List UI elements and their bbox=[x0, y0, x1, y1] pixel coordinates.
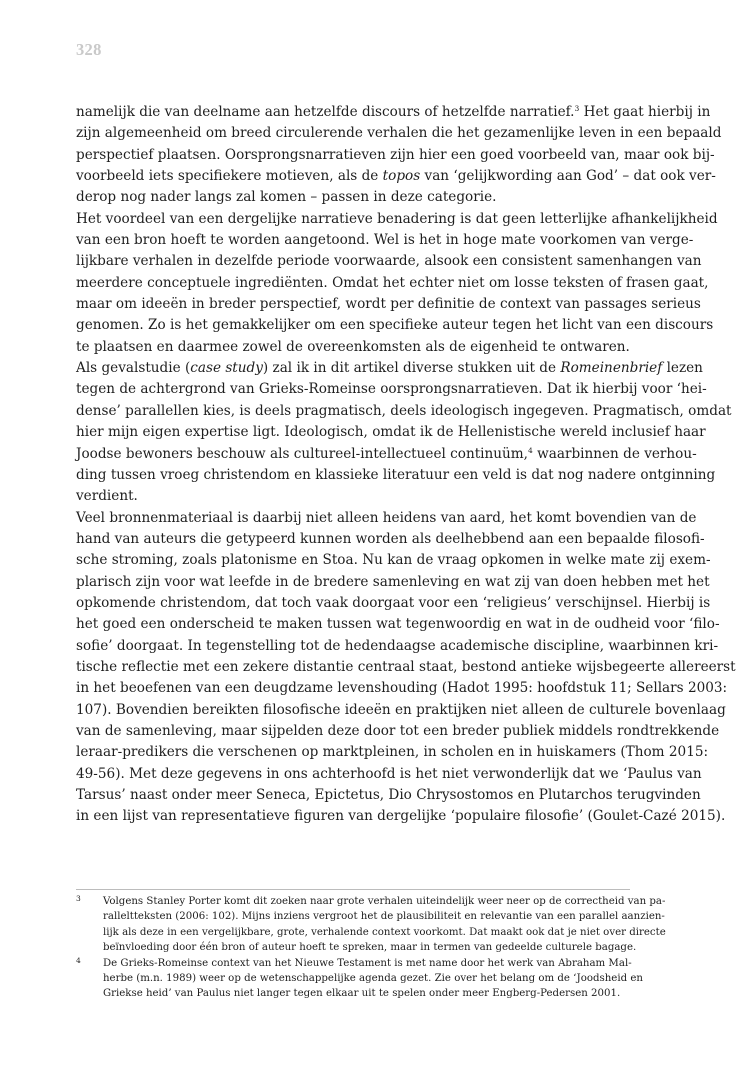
footnotes bbox=[76, 894, 666, 1002]
footnote-line: beïnvloeding door één bron of auteur hoeft te spreken, maar in termen van gedeelde culturele bagage. bbox=[103, 942, 637, 954]
text-run: Het voordeel van een dergelijke narratieve benadering is dat geen letterlijke afhankelijkheid bbox=[76, 210, 718, 227]
text-line bbox=[76, 187, 634, 208]
text-line bbox=[76, 337, 634, 358]
footnote-line: Griekse heid’ van Paulus niet langer tegen elkaar uit te spelen onder meer Engberg-Pedersen 2001. bbox=[103, 988, 621, 1000]
text-run: 49-56). Met deze gegevens in ons achterhoofd is het niet verwonderlijk dat we ‘Paulus van bbox=[76, 765, 702, 782]
text-line bbox=[76, 230, 694, 251]
text-run: derop nog nader langs zal komen – passen in deze categorie. bbox=[76, 189, 497, 206]
text-run: Als gevalstudie ( bbox=[76, 360, 191, 377]
text-line bbox=[76, 422, 706, 443]
text-line bbox=[76, 785, 701, 806]
text-line bbox=[76, 465, 716, 486]
paragraph bbox=[76, 102, 722, 209]
text-run: van ‘gelijkwording aan God’ – dat ook ver- bbox=[420, 168, 716, 185]
text-run: 107). Bovendien bereikten filosofische ideeën en praktijken niet alleen de culturele bovenlaag bbox=[76, 701, 726, 718]
footnote bbox=[76, 894, 666, 956]
text-line bbox=[76, 764, 702, 785]
footnote-reference: 3 bbox=[574, 104, 580, 113]
text-run: hier mijn eigen expertise ligt. Ideologisch, omdat ik de Hellenistische wereld inclusief haar bbox=[76, 424, 706, 441]
text-run: maar om ideeën in breder perspectief, wordt per definitie de context van passages serieus bbox=[76, 296, 701, 313]
text-run: Het gaat hierbij in bbox=[579, 104, 711, 120]
text-run: lijkbare verhalen in dezelfde periode voorwaarde, alsook een consistent samenhangen van bbox=[76, 253, 702, 270]
text-run: perspectief plaatsen. Oorsprongsnarratieven zijn hier een goed voorbeeld van, maar ook bij- bbox=[76, 146, 715, 163]
text-run: opkomende christendom, dat toch vaak doorgaat voor een ‘religieus’ verschijnsel. Hierbij is bbox=[76, 594, 711, 611]
text-run: het goed een onderscheid te maken tussen wat tegenwoordig en wat in de oudheid voor ‘filo- bbox=[76, 616, 720, 633]
text-run: van een bron hoeft te worden aangetoond. Wel is het in hoge mate voorkomen van verge- bbox=[76, 232, 694, 249]
text-run: sofie’ doorgaat. In tegenstelling tot de hedendaagse academische discipline, waarbinnen kri- bbox=[76, 637, 719, 654]
text-line bbox=[76, 550, 711, 571]
text-line bbox=[76, 614, 720, 635]
paragraph bbox=[76, 209, 718, 358]
text-line bbox=[76, 486, 634, 507]
text-run: waarbinnen de verhou- bbox=[532, 445, 697, 462]
text-run: voorbeeld iets specifiekere motieven, als de bbox=[76, 168, 383, 185]
text-line bbox=[76, 657, 736, 678]
text-line bbox=[76, 379, 707, 400]
text-run: verdient. bbox=[76, 488, 138, 505]
text-line bbox=[76, 123, 722, 144]
text-run: dense’ parallellen kies, is deels pragmatisch, deels ideologisch ingegeven. Pragmatisch, omdat bbox=[76, 402, 732, 419]
text-line bbox=[76, 678, 728, 699]
text-line bbox=[76, 508, 697, 529]
body-text bbox=[76, 102, 736, 828]
text-run: ding tussen vroeg christendom en klassieke literatuur een veld is dat nog nadere ontginning bbox=[76, 466, 716, 483]
text-run: hand van auteurs die getypeerd kunnen worden als deelhebbend aan een bepaalde filosofi- bbox=[76, 530, 705, 547]
text-run: leraar-predikers die verschenen op marktpleinen, in scholen en in huiskamers (Thom 2015: bbox=[76, 744, 709, 761]
text-line bbox=[76, 806, 726, 827]
text-run: in een lijst van representatieve figuren van dergelijke ‘populaire filosofie’ (Goulet-Cazé 2015). bbox=[76, 808, 726, 825]
text-line bbox=[76, 315, 714, 336]
italic-term: case study bbox=[190, 360, 263, 377]
text-run: namelijk die van deelname aan hetzelfde discours of hetzelfde narratief. bbox=[76, 104, 575, 120]
text-line bbox=[76, 145, 715, 166]
footnote-line: De Grieks-Romeinse context van het Nieuwe Testament is met name door het werk van Abraham Mal- bbox=[103, 957, 632, 969]
text-line bbox=[76, 251, 702, 272]
page-number: 328 bbox=[76, 40, 102, 59]
text-run: tegen de achtergrond van Grieks-Romeinse oorsprongsnarratieven. Dat ik hierbij voor ‘hei- bbox=[76, 381, 707, 398]
footnote-line: herbe (m.n. 1989) weer op de wetenschappelijke agenda gezet. Zie over het belang om de ‘Joodsheid en bbox=[103, 973, 643, 985]
paragraph bbox=[76, 358, 732, 507]
text-run: Veel bronnenmateriaal is daarbij niet alleen heidens van aard, het komt bovendien van de bbox=[76, 509, 697, 526]
text-run: lezen bbox=[662, 360, 703, 377]
text-line bbox=[76, 742, 709, 763]
footnote-number: 4 bbox=[76, 955, 81, 965]
text-run: te plaatsen en daarmee zowel de overeenkomsten als de eigenheid te ontwaren. bbox=[76, 338, 630, 355]
text-run: van de samenleving, maar sijpelden deze door tot een breder publiek middels rondtrekkende bbox=[76, 722, 720, 739]
italic-term: Romeinenbrief bbox=[560, 360, 663, 377]
footnote-number: 3 bbox=[76, 894, 81, 903]
text-line bbox=[76, 209, 718, 230]
text-run: in het beoefenen van een deugdzame levenshouding (Hadot 1995: hoofdstuk 11; Sellars 2003: bbox=[76, 680, 728, 697]
footnote bbox=[76, 955, 643, 1002]
text-run: zijn algemeenheid om breed circulerende verhalen die het gezamenlijke leven in een bepaald bbox=[76, 125, 722, 142]
text-line bbox=[76, 358, 703, 379]
text-line bbox=[76, 102, 711, 123]
footnote-line: ralleltteksten (2006: 102). Mijns inziens vergroot het de plausibiliteit en relevantie van een parallel aanzien- bbox=[103, 911, 665, 923]
text-line bbox=[76, 294, 701, 315]
text-run: plarisch zijn voor wat leefde in de bredere samenleving en wat zij van doen hebben met het bbox=[76, 573, 710, 590]
text-line bbox=[76, 721, 720, 742]
text-line bbox=[76, 593, 711, 614]
text-run: tische reflectie met een zekere distantie centraal staat, bestond antieke wijsbegeerte allereerst bbox=[76, 658, 736, 675]
text-line bbox=[76, 444, 697, 465]
text-line bbox=[76, 700, 726, 721]
text-run: Joodse bewoners beschouw als cultureel-intellectueel continuüm, bbox=[76, 445, 528, 462]
text-line bbox=[76, 636, 719, 657]
text-run: ) zal ik in dit artikel diverse stukken uit de bbox=[262, 360, 561, 377]
text-run: Tarsus’ naast onder meer Seneca, Epictetus, Dio Chrysostomos en Plutarchos terugvinden bbox=[76, 787, 701, 803]
italic-term: topos bbox=[382, 168, 421, 185]
footnote-line: Volgens Stanley Porter komt dit zoeken naar grote verhalen uiteindelijk weer neer op de correctheid van pa- bbox=[103, 896, 666, 907]
text-run: sche stroming, zoals platonisme en Stoa. Nu kan de vraag opkomen in welke mate zij exem- bbox=[76, 552, 711, 569]
text-run: genomen. Zo is het gemakkelijker om een specifieke auteur tegen het licht van een discours bbox=[76, 317, 714, 334]
text-line bbox=[76, 529, 705, 550]
paragraph bbox=[76, 508, 736, 828]
footnote-divider bbox=[76, 889, 630, 890]
footnote-line: lijk als deze in een vergelijkbare, grote, verhalende context voorkomt. Dat maakt ook dat je niet over directe bbox=[103, 926, 666, 938]
footnote-reference: 4 bbox=[528, 445, 533, 455]
text-line bbox=[76, 273, 709, 294]
text-line bbox=[76, 572, 710, 593]
text-run: meerdere conceptuele ingrediënten. Omdat het echter niet om losse teksten of frasen gaat, bbox=[76, 274, 709, 291]
text-line bbox=[76, 401, 732, 422]
text-line bbox=[76, 166, 716, 187]
